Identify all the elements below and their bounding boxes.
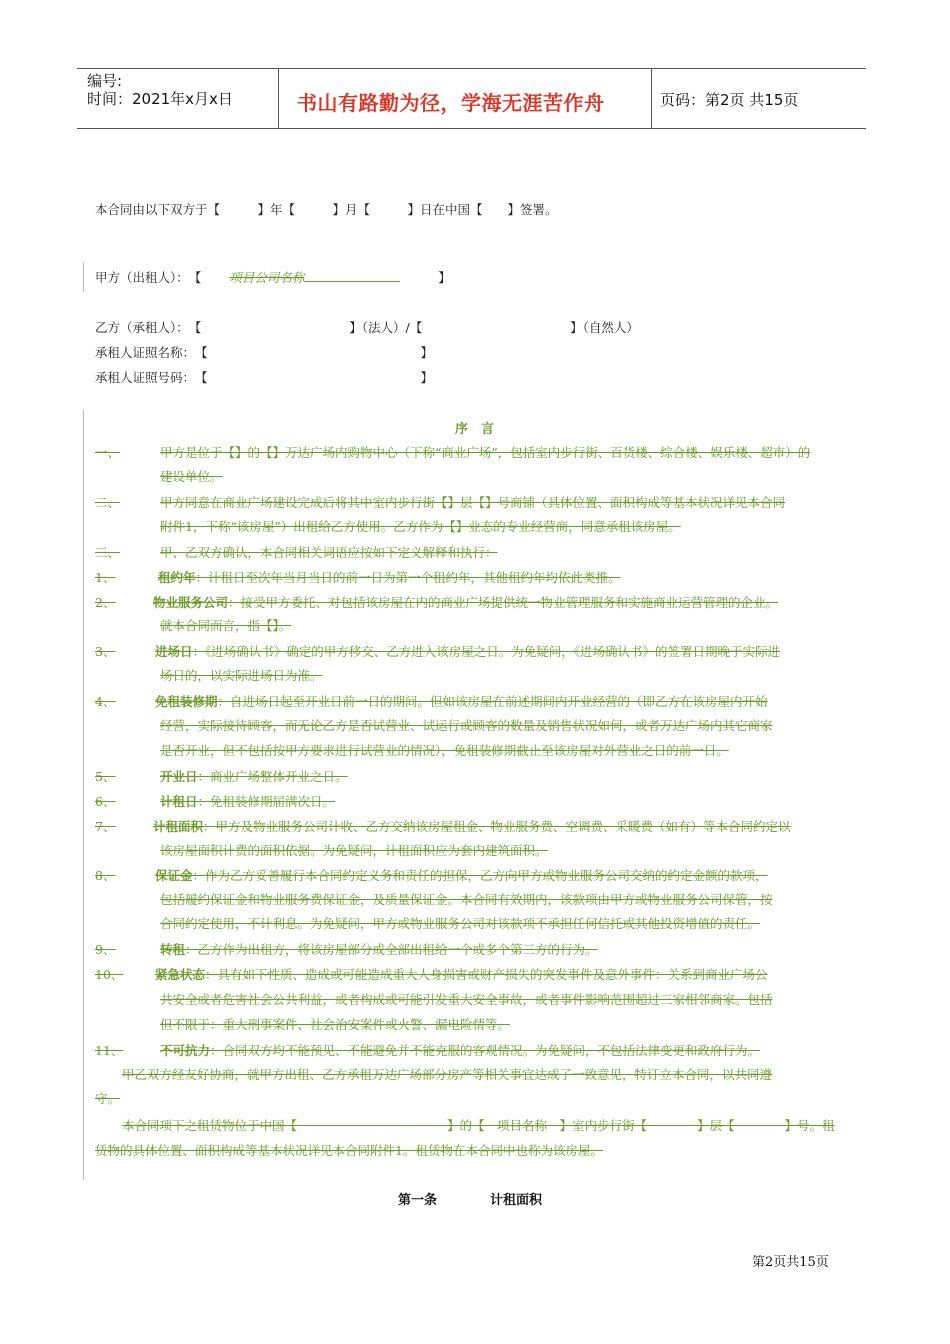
article-number: 第一条 xyxy=(398,1193,438,1208)
def-9-num: 9、 xyxy=(95,942,116,957)
def-8-num: 8、 xyxy=(95,868,116,883)
def-10-line-3: 但不限于：重大刑事案件、社会治安案件或火警、漏电险情等。 xyxy=(160,1017,511,1032)
def-3-term: 进场日 xyxy=(155,644,193,659)
party-a-value: 项目公司名称 xyxy=(229,270,305,285)
header-motto: 书山有路勤为径，学海无涯苦作舟 xyxy=(297,91,605,115)
preface-line-3: 甲方同意在商业广场建设完成后将其中室内步行街【】层【】号商铺（具体位置、面积构成等基本状况详见本合同 xyxy=(160,495,786,510)
party-a-row xyxy=(95,268,451,286)
def-11-num: 11、 xyxy=(95,1043,124,1058)
def-2-line-1: ：接受甲方委托、对包括该房屋在内的商业广场提供统一物业管理服务和实施商业运营管理的企业。 xyxy=(228,595,779,610)
def-9-line-1: ：乙方作为出租方，将该房屋部分或全部出租给一个或多个第三方的行为。 xyxy=(185,942,598,957)
header-time-label: 时间：2021年x月x日 xyxy=(87,90,233,108)
def-1-term: 租约年 xyxy=(158,570,196,585)
preface-line-5: 甲、乙双方确认，本合同相关词语应按如下定义解释和执行： xyxy=(160,545,498,560)
party-b-row xyxy=(95,318,639,336)
preface-line-1-num: 一、 xyxy=(95,445,121,460)
def-5-term: 开业日 xyxy=(160,769,198,784)
def-10-line-1: ：具有如下性质、造成或可能造成重大人身损害或财产损失的突发事件及意外事件：关系到商业广场公 xyxy=(205,967,768,982)
cert-name-row xyxy=(95,343,433,361)
preface-title: 序 言 xyxy=(455,422,495,437)
def-8-line-3: 合同约定使用，不计利息。为免疑问，甲方或物业服务公司对该款项不承担任何信托或其他投资增值的责任。 xyxy=(160,916,761,931)
para-2-line-2: 赁物的具体位置、面积构成等基本状况详见本合同附件1。租赁物在本合同中也称为该房屋。 xyxy=(95,1143,603,1158)
cert-name-close: 】 xyxy=(420,345,433,360)
def-3-line-1: ：《进场确认书》确定的甲方移交、乙方进入该房屋之日。为免疑问，《进场确认书》的签署日期晚于实际进 xyxy=(192,644,781,659)
def-9 xyxy=(160,940,598,958)
def-11 xyxy=(160,1041,760,1059)
header-top-rule xyxy=(77,68,866,69)
preface-line-2: 建设单位。 xyxy=(160,469,223,484)
def-4 xyxy=(155,692,768,710)
def-4-num: 4、 xyxy=(95,694,116,709)
party-a-underline xyxy=(304,269,400,282)
def-6-num: 6、 xyxy=(95,794,116,809)
def-5-num: 5、 xyxy=(95,769,116,784)
header-divider-1 xyxy=(278,68,279,128)
def-1 xyxy=(158,568,621,586)
def-1-num: 1、 xyxy=(95,570,116,585)
def-4-line-2: 经营，实际接待顾客，而无论乙方是否试营业、试运行或顾客的数量及销售状况如何，或者万达广场内其它商家 xyxy=(160,718,773,733)
header-page-label: 页码：第2页 共15页 xyxy=(660,91,799,109)
cert-name-label: 承租人证照名称： 【 xyxy=(95,345,208,360)
def-11-line-1: ：合同双方均不能预见、不能避免并不能克服的客观情况。为免疑问，不包括法律变更和政府行为。 xyxy=(210,1043,761,1058)
def-6-term: 计租日 xyxy=(160,794,198,809)
def-8-line-2: 包括履约保证金和物业服务费保证金，及质量保证金。本合同有效期内，该款项由甲方或物业服务公司保管，按 xyxy=(160,892,773,907)
def-3 xyxy=(155,642,780,660)
para-2-line-1: 本合同项下之租赁物位于中国【 】的【 项目名称 】室内步行街【 】层【 】号。租 xyxy=(122,1118,835,1133)
def-7-num: 7、 xyxy=(95,819,116,834)
def-6 xyxy=(160,792,335,810)
party-a-close: 】 xyxy=(438,270,451,285)
para-1-line-2: 守。 xyxy=(95,1091,121,1106)
cert-no-label: 承租人证照号码： 【 xyxy=(95,370,208,385)
footer-page: 第2页共15页 xyxy=(752,1255,829,1270)
cert-no-close: 】 xyxy=(420,370,433,385)
def-8-term: 保证金 xyxy=(155,868,193,883)
party-a-label: 甲方（出租人）： 【 xyxy=(95,270,202,285)
party-b-end: 】（自然人） xyxy=(570,320,639,335)
def-10-term: 紧急状态 xyxy=(155,967,206,982)
preface-line-4: 附件1，下称“该房屋”）出租给乙方使用。乙方作为【】业态的专业经营商，同意承租该房屋。 xyxy=(160,519,681,534)
header-code-label: 编号: xyxy=(87,72,123,90)
def-7-term: 计租面积 xyxy=(153,819,204,834)
def-8 xyxy=(155,866,768,884)
def-10-num: 10、 xyxy=(95,967,124,982)
def-2-term: 物业服务公司 xyxy=(153,595,229,610)
def-4-line-3: 是否开业，但不包括按甲方要求进行试营业的情况），免租装修期截止至该房屋对外营业之日的前一日。 xyxy=(160,743,729,758)
def-7-line-1: ：甲方及物业服务公司计收、乙方交纳该房屋租金、物业服务费、空调费、采暖费（如有）等本合同约定以 xyxy=(203,819,791,834)
preface-line-5-num: 三、 xyxy=(95,545,121,560)
margin-mark xyxy=(83,262,84,292)
def-2 xyxy=(153,593,778,611)
def-2-line-2: 就本合同而言，指【】。 xyxy=(160,618,292,633)
def-7-line-2: 该房屋面积计费的面积依据。为免疑问，计租面积应为套内建筑面积。 xyxy=(160,843,548,858)
def-10-line-2: 共安全或者危害社会公共利益，或者构成或可能引发重大安全事故，或者事件影响范围超过三家相邻商家。包括 xyxy=(160,992,773,1007)
def-5 xyxy=(160,767,348,785)
def-7 xyxy=(153,817,791,835)
cert-no-row xyxy=(95,368,433,386)
signing-line: 本合同由以下双方于【 】年【 】月【 】日在中国【 】签署。 xyxy=(95,202,558,217)
header-bottom-rule xyxy=(77,128,866,129)
def-10 xyxy=(155,965,768,983)
party-b-label: 乙方（承租人）： 【 xyxy=(95,320,202,335)
def-8-line-1: ：作为乙方妥善履行本合同约定义务和责任的担保，乙方向甲方或物业服务公司交纳的约定金额的款项， xyxy=(192,868,768,883)
def-1-line-1: ：计租日至次年当月当日的前一日为第一个租约年，其他租约年均依此类推。 xyxy=(195,570,621,585)
def-4-term: 免租装修期 xyxy=(155,694,218,709)
def-6-line-1: ：免租装修期届满次日。 xyxy=(197,794,336,809)
preface-line-3-num: 二、 xyxy=(95,495,121,510)
def-3-line-2: 场日的，以实际进场日为准。 xyxy=(160,668,323,683)
def-11-term: 不可抗力 xyxy=(160,1043,211,1058)
header-divider-2 xyxy=(651,68,652,128)
def-2-num: 2、 xyxy=(95,595,116,610)
def-4-line-1: ：自进场日起至开业日前一日的期间。但如该房屋在前述期间内开业经营的（即乙方在该房屋内开始 xyxy=(217,694,768,709)
article-title: 计租面积 xyxy=(490,1193,543,1208)
para-1-line-1: 甲乙双方经友好协商，就甲方出租、乙方承租万达广场部分房产等相关事宜达成了一致意见，特订立本合同，以共同遵 xyxy=(122,1067,773,1082)
margin-mark-long xyxy=(83,410,84,1180)
preface-line-1: 甲方是位于【】的【】万达广场内购物中心（下称“商业广场”，包括室内步行街、百货楼、综合楼、娱乐楼、超市）的 xyxy=(160,445,811,460)
def-9-term: 转租 xyxy=(160,942,186,957)
def-3-num: 3、 xyxy=(95,644,116,659)
def-5-line-1: ：商业广场整体开业之日。 xyxy=(197,769,348,784)
party-b-mid: 】（法人）/【 xyxy=(349,320,423,335)
